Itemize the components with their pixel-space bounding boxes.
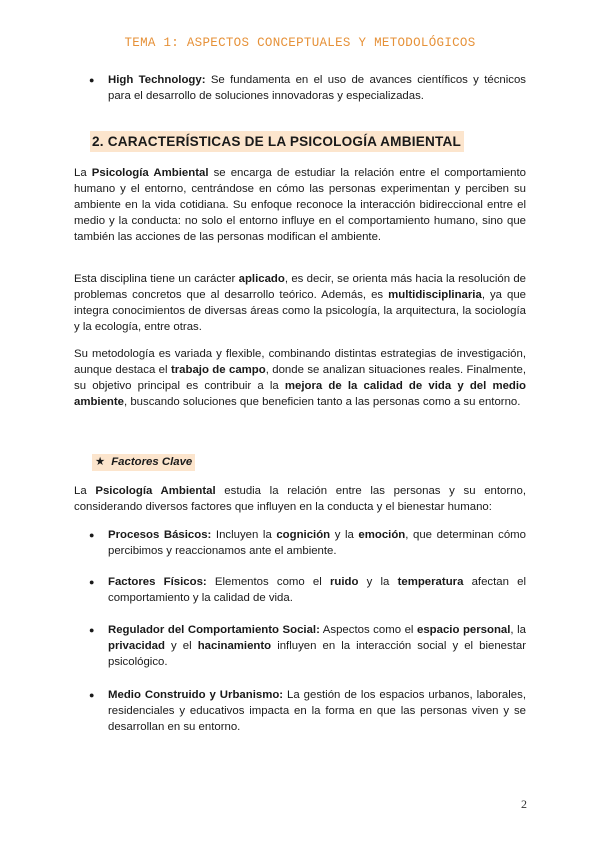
paragraph-factors-intro: La Psicología Ambiental estudia la relación entre las personas y su entorno, considerando diversos factores que influyen en la conducta y el bienestar humano: [74,485,526,514]
bullet-icon: ● [89,625,95,635]
section-title: 2. CARACTERÍSTICAS DE LA PSICOLOGÍA AMBIENTAL [90,131,464,152]
paragraph-methodology: Su metodología es variada y flexible, combinando distintas estrategias de investigación, aunque destaca el trabajo de campo, donde se analizan situaciones reales. Finalmente, su objetivo principal es contribuir a la mejora de la calidad de vida y del medio ambiente, buscando soluciones que beneficien tanto a las personas como a su entorno. [74,348,527,409]
subsection-title: ★ Factores Clave [92,454,195,471]
list-item-factor: ● Procesos Básicos: Incluyen la cognición y la emoción, que determinan cómo percibimos y reaccionamos ante el ambiente. [89,529,526,558]
page-header: TEMA 1: ASPECTOS CONCEPTUALES Y METODOLÓGICOS [124,36,476,50]
term: High Technology: [108,74,206,86]
paragraph-definition: La Psicología Ambiental se encarga de estudiar la relación entre el comportamiento humano y el entorno, centrándose en cómo las personas experimentan y perciben su ambiente en la vida cotidiana. Su enfoque reconoce la interacción bidireccional entre el medio y la conducta: no solo el entorno influye en el comportamiento humano, sino que también las acciones de las personas modifican el ambiente. [74,167,527,244]
bullet-icon: ● [89,577,95,587]
paragraph-applied: Esta disciplina tiene un carácter aplicado, es decir, se orienta más hacia la resolución de problemas concretos que al desarrollo teórico. Además, es multidisciplinaria, ya que integra conocimientos de diversas áreas como la psicología, la arquitectura, la sociología y la ecología, entre otras. [74,273,527,334]
list-item-factor: ● Regulador del Comportamiento Social: Aspectos como el espacio personal, la privacidad y el hacinamiento influyen en la interacción social y el bienestar psicológico. [89,624,526,669]
bullet-icon: ● [89,75,95,85]
list-item-factor: ● Factores Físicos: Elementos como el ruido y la temperatura afectan el comportamiento y la calidad de vida. [89,576,527,605]
page-number: 2 [521,797,527,811]
list-item-high-technology: ● High Technology: Se fundamenta en el uso de avances científicos y técnicos para el desarrollo de soluciones innovadoras y especializadas. [89,74,526,103]
list-item-factor: ● Medio Construido y Urbanismo: La gestión de los espacios urbanos, laborales, residenciales y educativos impacta en la forma en que las personas viven y se desarrollan en su entorno. [89,689,526,734]
bullet-icon: ● [89,530,95,540]
star-icon: ★ [95,456,106,468]
bullet-icon: ● [89,690,95,700]
